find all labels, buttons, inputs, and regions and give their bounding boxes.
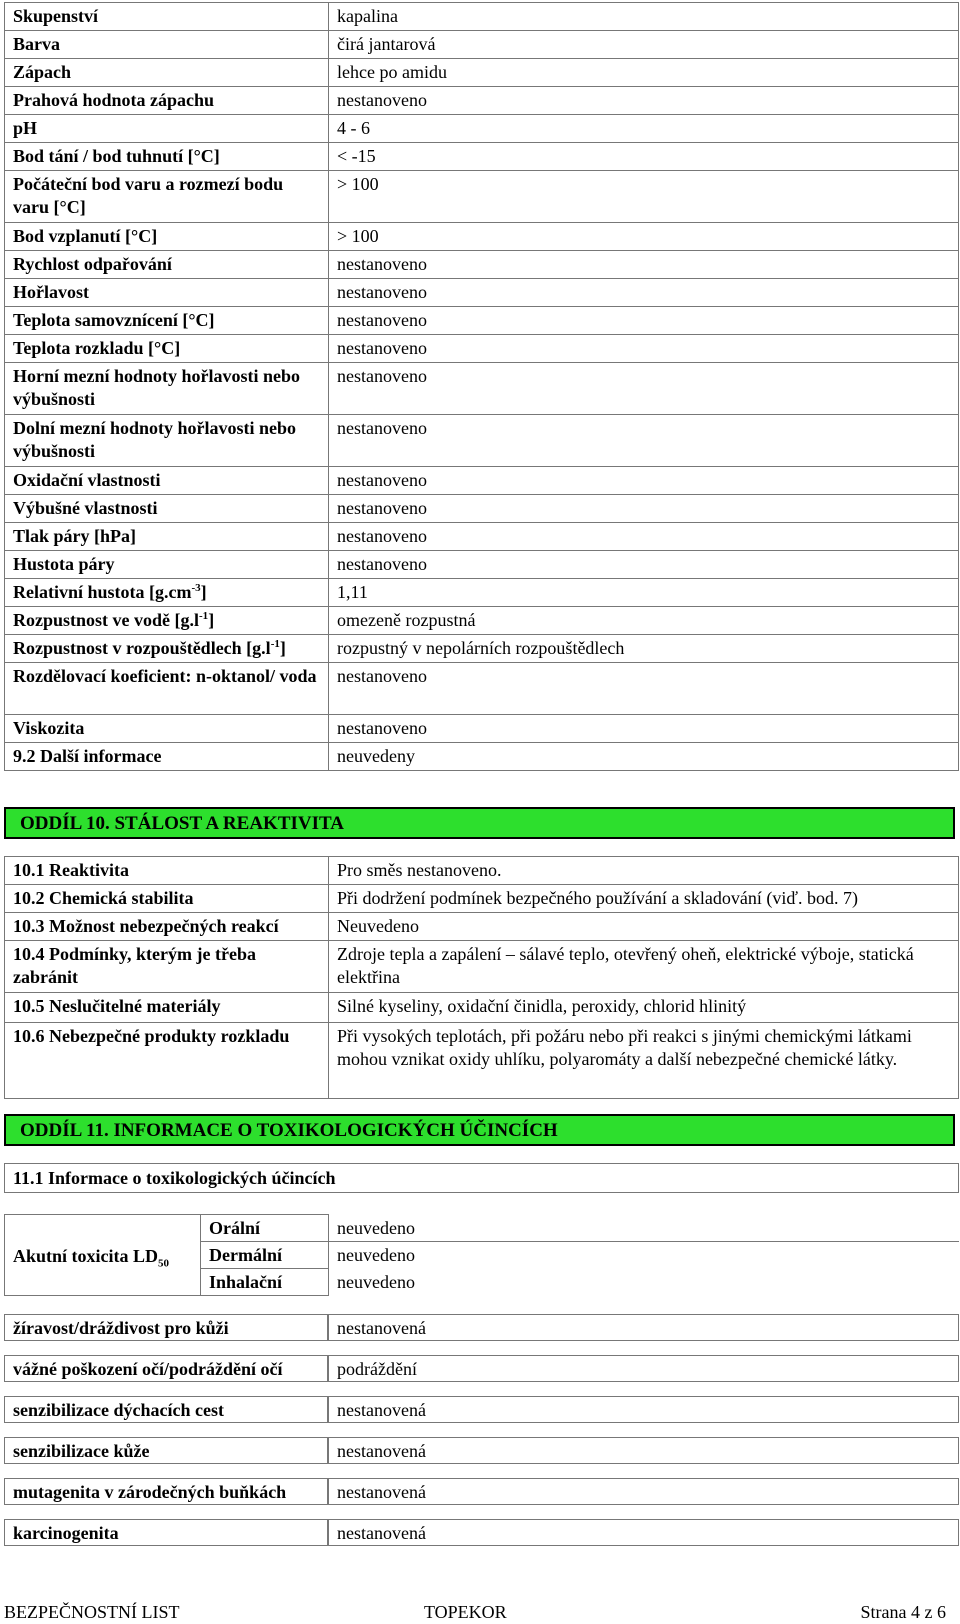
property-value: kapalina	[329, 3, 959, 31]
table-row	[5, 743, 959, 771]
table-row	[5, 59, 959, 87]
reactivity-label: 10.6 Nebezpečné produkty rozkladu	[5, 1023, 329, 1099]
toxicity-value: nestanovená	[328, 1314, 959, 1341]
property-label: Zápach	[5, 59, 329, 87]
property-label: Hustota páry	[5, 551, 329, 579]
table-row	[5, 467, 959, 495]
toxicity-label: vážné poškození očí/podráždění očí	[4, 1355, 328, 1382]
table-row	[5, 251, 959, 279]
table-row	[4, 1437, 959, 1464]
property-label: Počáteční bod varu a rozmezí bodu varu [°C]	[5, 171, 329, 223]
property-value: neuvedeny	[329, 743, 959, 771]
property-value: lehce po amidu	[329, 59, 959, 87]
physical-properties-table	[4, 2, 959, 771]
table-row	[5, 171, 959, 223]
section-11-header	[4, 1114, 955, 1146]
toxicity-value: nestanovená	[328, 1519, 959, 1546]
table-row	[5, 115, 959, 143]
property-label: Dolní mezní hodnoty hořlavosti nebo výbušnosti	[5, 415, 329, 467]
table-row	[5, 31, 959, 59]
property-label: Teplota rozkladu [°C]	[5, 335, 329, 363]
table-row	[5, 3, 959, 31]
property-value: nestanoveno	[329, 467, 959, 495]
property-value: nestanoveno	[329, 251, 959, 279]
table-row	[5, 223, 959, 251]
route-label: Inhalační	[201, 1269, 329, 1296]
property-label: Rychlost odpařování	[5, 251, 329, 279]
toxicity-label: karcinogenita	[4, 1519, 328, 1546]
table-row	[4, 1355, 959, 1382]
route-value: neuvedeno	[337, 1245, 415, 1265]
reactivity-label: 10.2 Chemická stabilita	[5, 885, 329, 913]
table-row	[5, 143, 959, 171]
property-value: nestanoveno	[329, 307, 959, 335]
toxicity-value: nestanovená	[328, 1437, 959, 1464]
reactivity-value: Zdroje tepla a zapálení – sálavé teplo, otevřený oheň, elektrické výboje, statická elektřina	[329, 941, 959, 993]
property-value: < -15	[329, 143, 959, 171]
table-row	[4, 1396, 959, 1423]
property-value: nestanoveno	[329, 279, 959, 307]
property-value: nestanoveno	[329, 87, 959, 115]
property-label: Oxidační vlastnosti	[5, 467, 329, 495]
property-value: 4 - 6	[329, 115, 959, 143]
reactivity-label: 10.1 Reaktivita	[5, 857, 329, 885]
property-value: > 100	[329, 223, 959, 251]
table-row	[5, 607, 959, 635]
property-value: rozpustný v nepolárních rozpouštědlech	[329, 635, 959, 663]
route-label: Dermální	[201, 1242, 329, 1269]
route-value: neuvedeno	[337, 1271, 415, 1292]
table-row	[5, 87, 959, 115]
table-row	[4, 1519, 959, 1546]
footer-document-title: BEZPEČNOSTNÍ LIST	[4, 1602, 180, 1622]
property-value: nestanoveno	[329, 335, 959, 363]
table-row	[5, 663, 959, 715]
property-label: Výbušné vlastnosti	[5, 495, 329, 523]
reactivity-value: Při vysokých teplotách, při požáru nebo při reakci s jinými chemickými látkami mohou vznikat oxidy uhlíku, polyaromáty a další nebezpečné chemické látky.	[329, 1023, 959, 1099]
property-label: Prahová hodnota zápachu	[5, 87, 329, 115]
table-row	[5, 279, 959, 307]
property-label: Teplota samovznícení [°C]	[5, 307, 329, 335]
table-row	[5, 307, 959, 335]
table-row	[4, 1478, 959, 1505]
tox-heading-box	[4, 1163, 959, 1193]
table-row	[5, 857, 959, 885]
table-row	[5, 579, 959, 607]
table-row	[5, 635, 959, 663]
section-10-title: ODDÍL 10. STÁLOST A REAKTIVITA	[20, 813, 344, 834]
property-label: 9.2 Další informace	[5, 743, 329, 771]
acute-toxicity-label: Akutní toxicita $LD_{50}$	[5, 1215, 201, 1296]
property-label: Hořlavost	[5, 279, 329, 307]
acute-toxicity-table	[4, 1214, 959, 1296]
property-label: Skupenství	[5, 3, 329, 31]
tox-heading: 11.1 Informace o toxikologických účincích	[13, 1168, 336, 1188]
reactivity-table	[4, 856, 959, 1099]
table-row	[5, 913, 959, 941]
property-label: Rozdělovací koeficient: n-oktanol/ voda	[5, 663, 329, 715]
property-value: 1,11	[329, 579, 959, 607]
property-value: nestanoveno	[329, 715, 959, 743]
property-label: Horní mezní hodnoty hořlavosti nebo výbušnosti	[5, 363, 329, 415]
property-value: čirá jantarová	[329, 31, 959, 59]
footer-product-name: TOPEKOR	[424, 1602, 507, 1622]
table-row	[5, 941, 959, 993]
reactivity-label: 10.4 Podmínky, kterým je třeba zabránit	[5, 941, 329, 993]
property-value: omezeně rozpustná	[329, 607, 959, 635]
section-10-header	[4, 807, 955, 839]
property-label: Tlak páry [hPa]	[5, 523, 329, 551]
property-label: pH	[5, 115, 329, 143]
property-label: Rozpustnost ve vodě $[g.l^{-1}]$	[5, 607, 329, 635]
property-value: > 100	[329, 171, 959, 223]
toxicity-value: nestanovená	[328, 1478, 959, 1505]
table-row	[5, 363, 959, 415]
property-label: Relativní hustota $[g.cm^{-3}]$	[5, 579, 329, 607]
reactivity-value: Silné kyseliny, oxidační činidla, peroxidy, chlorid hlinitý	[329, 993, 959, 1023]
toxicity-table	[4, 1300, 959, 1560]
table-row	[5, 335, 959, 363]
table-row	[5, 715, 959, 743]
property-label: Bod tání / bod tuhnutí [°C]	[5, 143, 329, 171]
route-label: Orální	[201, 1215, 329, 1242]
reactivity-label: 10.5 Neslučitelné materiály	[5, 993, 329, 1023]
reactivity-value: Při dodržení podmínek bezpečného používání a skladování (viď. bod. 7)	[329, 885, 959, 913]
table-row	[5, 885, 959, 913]
reactivity-value: Pro směs nestanoveno.	[329, 857, 959, 885]
reactivity-label: 10.3 Možnost nebezpečných reakcí	[5, 913, 329, 941]
property-label: Barva	[5, 31, 329, 59]
property-label: Bod vzplanutí [°C]	[5, 223, 329, 251]
table-row	[5, 1215, 960, 1242]
table-row	[5, 523, 959, 551]
toxicity-label: mutagenita v zárodečných buňkách	[4, 1478, 328, 1505]
table-row	[5, 1023, 959, 1099]
property-label: Viskozita	[5, 715, 329, 743]
property-value: nestanoveno	[329, 551, 959, 579]
property-value: nestanoveno	[329, 363, 959, 415]
reactivity-value: Neuvedeno	[329, 913, 959, 941]
table-row	[5, 551, 959, 579]
toxicity-value: podráždění	[328, 1355, 959, 1382]
property-label: Rozpustnost v rozpouštědlech $[g.l^{-1}]$	[5, 635, 329, 663]
table-row	[4, 1314, 959, 1341]
property-value: nestanoveno	[329, 523, 959, 551]
footer-page-number: Strana 4 z 6	[860, 1602, 946, 1622]
table-row	[5, 993, 959, 1023]
route-value: neuvedeno	[329, 1215, 960, 1242]
table-row	[5, 495, 959, 523]
section-11-title: ODDÍL 11. INFORMACE O TOXIKOLOGICKÝCH ÚČINCÍCH	[20, 1120, 558, 1141]
toxicity-label: senzibilizace kůže	[4, 1437, 328, 1464]
page-footer	[4, 1602, 954, 1622]
toxicity-value: nestanovená	[328, 1396, 959, 1423]
table-row	[5, 415, 959, 467]
toxicity-label: senzibilizace dýchacích cest	[4, 1396, 328, 1423]
toxicity-label: žíravost/dráždivost pro kůži	[4, 1314, 328, 1341]
property-value: nestanoveno	[329, 415, 959, 467]
property-value: nestanoveno	[329, 495, 959, 523]
property-value: nestanoveno	[329, 663, 959, 715]
